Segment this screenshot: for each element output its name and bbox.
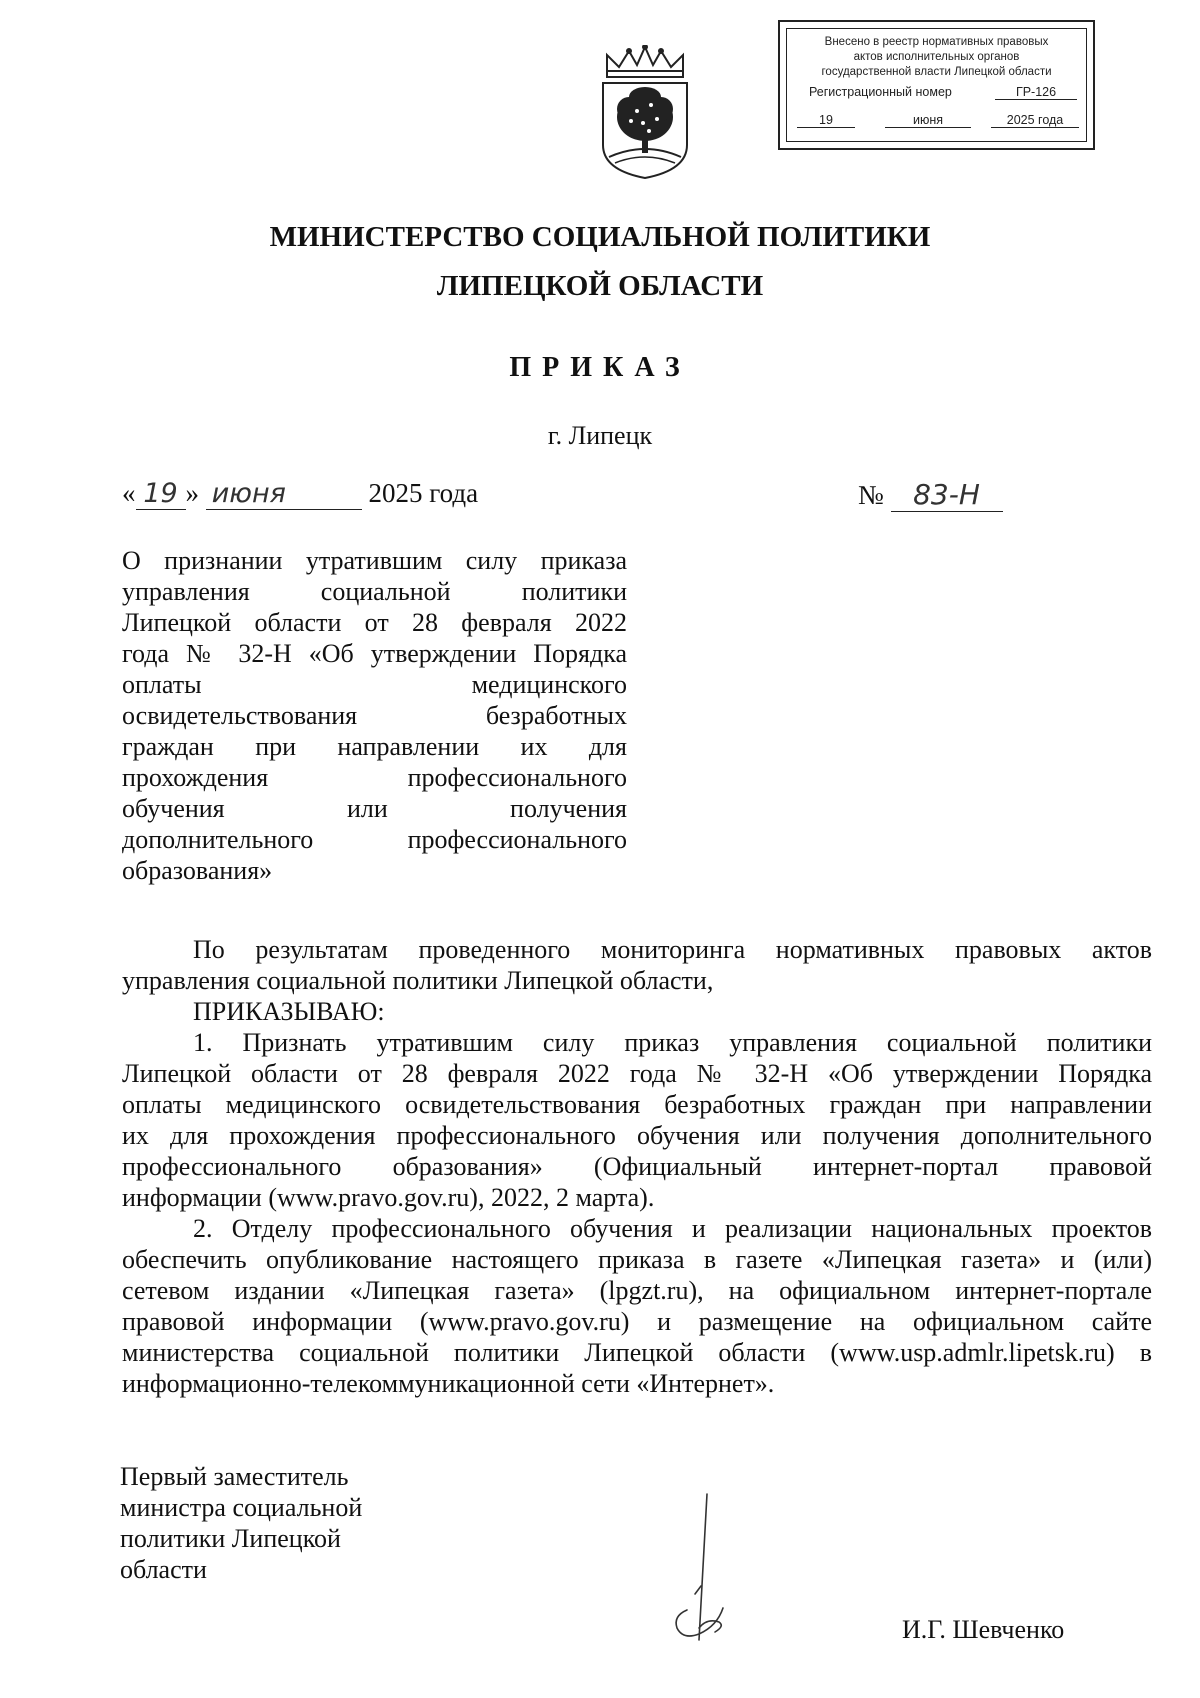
body-line: оплаты медицинского освидетельствования безработных граждан при направлении xyxy=(122,1090,1152,1119)
signatory-position-line: министра социальной xyxy=(120,1493,363,1522)
body-line: министерства социальной политики Липецкой области (www.usp.admlr.lipetsk.ru) в xyxy=(122,1338,1152,1367)
body-line: информационно-телекоммуникационной сети «Интернет». xyxy=(122,1369,775,1398)
body-line: правовой информации (www.pravo.gov.ru) и размещение на официальном сайте xyxy=(122,1307,1152,1336)
body-line-orders: ПРИКАЗЫВАЮ: xyxy=(193,997,385,1026)
stamp-text-line-2: актов исполнительных органов xyxy=(853,51,1020,63)
body-line: Липецкой области от 28 февраля 2022 года № 32-Н «Об утверждении Порядка xyxy=(122,1059,1152,1088)
date-year: 2025 года xyxy=(368,478,479,508)
stamp-day: 19 xyxy=(797,113,855,128)
subject-line: О признании утратившим силу приказа xyxy=(122,546,627,575)
body-line: управления социальной политики Липецкой области, xyxy=(122,966,714,995)
stamp-month: июня xyxy=(885,113,971,128)
registry-stamp xyxy=(778,20,1095,150)
subject-line: прохождения профессионального xyxy=(122,763,627,792)
order-number-line xyxy=(858,478,1003,512)
body-line: 1. Признать утратившим силу приказ управления социальной политики xyxy=(193,1028,1152,1057)
handwritten-signature xyxy=(665,1490,745,1660)
signatory-position-line: политики Липецкой xyxy=(120,1524,341,1553)
order-subject xyxy=(122,545,627,886)
order-number-prefix: № xyxy=(858,480,884,510)
subject-line: освидетельствования безработных xyxy=(122,701,627,730)
coat-of-arms-emblem xyxy=(595,45,695,180)
subject-line: обучения или получения xyxy=(122,794,627,823)
body-line: их для прохождения профессионального обучения или получения дополнительного xyxy=(122,1121,1152,1150)
body-line: информации (www.pravo.gov.ru), 2022, 2 марта). xyxy=(122,1183,655,1212)
body-line: сетевом издании «Липецкая газета» (lpgzt.ru), на официальном интернет-портале xyxy=(122,1276,1152,1305)
date-day: 19 xyxy=(136,478,186,510)
city-label: г. Липецк xyxy=(547,421,653,450)
signatory-position-line: области xyxy=(120,1555,207,1584)
ministry-title-line-1: МИНИСТЕРСТВО СОЦИАЛЬНОЙ ПОЛИТИКИ xyxy=(269,221,931,253)
subject-line: оплаты медицинского xyxy=(122,670,627,699)
date-month: июня xyxy=(206,478,362,510)
body-line: 2. Отделу профессионального обучения и реализации национальных проектов xyxy=(193,1214,1152,1243)
subject-line: года № 32-Н «Об утверждении Порядка xyxy=(122,639,627,668)
signatory-position xyxy=(120,1461,362,1585)
signatory-position-line: Первый заместитель xyxy=(120,1462,349,1491)
stamp-year: 2025 года xyxy=(991,113,1079,128)
stamp-inner-frame xyxy=(786,28,1087,142)
subject-line: граждан при направлении их для xyxy=(122,732,627,761)
stamp-text-line-3: государственной власти Липецкой области xyxy=(821,66,1052,78)
order-number-value: 83-Н xyxy=(891,478,1003,512)
date-close-quote: » xyxy=(185,478,199,508)
body-line: По результатам проведенного мониторинга нормативных правовых актов xyxy=(193,935,1152,964)
stamp-text-line-1: Внесено в реестр нормативных правовых xyxy=(824,36,1049,48)
subject-line: образования» xyxy=(122,856,273,885)
subject-line: дополнительного профессионального xyxy=(122,825,627,854)
date-line xyxy=(122,478,478,510)
stamp-reg-label: Регистрационный номер xyxy=(809,85,952,99)
body-line: профессионального образования» (Официальный интернет-портал правовой xyxy=(122,1152,1152,1181)
stamp-reg-number: ГР-126 xyxy=(995,85,1077,100)
ministry-title-line-2: ЛИПЕЦКОЙ ОБЛАСТИ xyxy=(436,270,764,302)
subject-line: Липецкой области от 28 февраля 2022 xyxy=(122,608,627,637)
subject-line: управления социальной политики xyxy=(122,577,627,606)
body-line: обеспечить опубликование настоящего приказа в газете «Липецкая газета» и (или) xyxy=(122,1245,1152,1274)
document-type-title: ПРИКАЗ xyxy=(509,352,691,383)
signatory-name: И.Г. Шевченко xyxy=(902,1615,1065,1644)
date-open-quote: « xyxy=(122,478,136,508)
order-body xyxy=(122,934,1152,1399)
